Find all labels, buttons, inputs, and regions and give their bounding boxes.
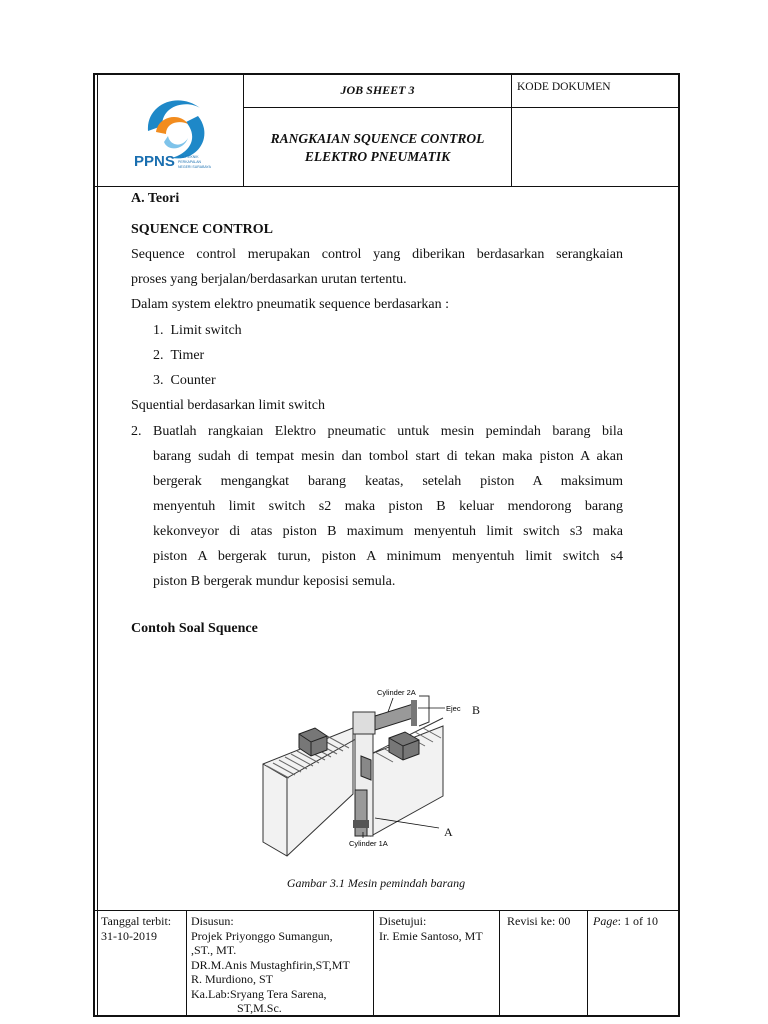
svg-text:PERKAPALAN: PERKAPALAN <box>178 160 202 164</box>
revisi: Revisi ke: 00 <box>507 914 571 928</box>
document-title <box>244 130 511 166</box>
list-num: 3. <box>153 373 164 388</box>
job-sheet-title: JOB SHEET 3 <box>340 83 415 97</box>
task-line: kekonveyor di atas piston B maximum menyentuh limit switch s3 maka <box>153 524 623 539</box>
sequential-line: Squential berdasarkan limit switch <box>131 398 326 413</box>
task-line: piston B bergerak mundur keposisi semula. <box>153 574 396 589</box>
header-bottom-line <box>94 186 679 187</box>
label-cylinder-1a: Cylinder 1A <box>349 839 388 848</box>
header-divider-kode <box>511 74 512 187</box>
disusun-line: ST,M.Sc. <box>237 1001 282 1015</box>
task-line: menyentuh limit switch s2 maka piston B keluar mendorong barang <box>153 499 623 514</box>
section-heading: A. Teori <box>131 191 180 206</box>
page-cell <box>593 914 658 929</box>
kode-dokumen-label: KODE DOKUMEN <box>517 81 611 93</box>
task-line: piston A bergerak turun, piston A minimum menyentuh limit switch s4 <box>153 549 623 564</box>
page-value: : 1 of 10 <box>617 914 658 928</box>
disusun-line: DR.M.Anis Mustaghfirin,ST,MT <box>191 957 350 972</box>
task-line: bergerak mengangkat barang keatas, setelah piston A maksimum <box>153 474 623 489</box>
footer-divider <box>587 910 588 1015</box>
label-ejec: Ejec <box>446 704 461 713</box>
footer-top-line <box>94 910 679 911</box>
document-title-line2: ELEKTRO PNEUMATIK <box>304 149 451 164</box>
disusun-line: ,ST., MT. <box>191 943 237 957</box>
tanggal-cell <box>101 914 171 943</box>
disusun-line: Ka.Lab:Sryang Tera Sarena, <box>191 986 327 1001</box>
document-title-line1: RANGKAIAN SQUENCE CONTROL <box>270 131 485 146</box>
figure-caption: Gambar 3.1 Mesin pemindah barang <box>286 876 466 890</box>
para2: Dalam system elektro pneumatik sequence berdasarkan : <box>131 297 449 312</box>
list-text: Timer <box>170 348 205 363</box>
para1-line1: Sequence control merupakan control yang diberikan berdasarkan serangkaian <box>131 247 623 262</box>
svg-text:POLITEKNIK: POLITEKNIK <box>178 155 199 159</box>
logo-text: PPNS <box>134 153 175 170</box>
disetujui-label: Disetujui: <box>379 914 427 928</box>
page-label: Page <box>593 914 618 928</box>
header-divider-row <box>243 107 679 108</box>
list-num: 2. <box>153 348 164 363</box>
svg-text:NEGERI SURABAYA: NEGERI SURABAYA <box>178 165 211 169</box>
footer-divider <box>186 910 187 1015</box>
label-cylinder-2a: Cylinder 2A <box>377 688 416 697</box>
figure-label-b: B <box>472 703 481 717</box>
figure-mesin-pemindah <box>243 686 473 862</box>
list-text: Counter <box>170 373 216 388</box>
disusun-label: Disusun: <box>191 914 234 928</box>
figure-label-a: A <box>444 825 453 839</box>
list-text: Limit switch <box>170 323 242 338</box>
para1-line2: proses yang berjalan/berdasarkan urutan tertentu. <box>131 272 407 287</box>
disetujui-value: Ir. Emie Santoso, MT <box>379 928 483 943</box>
disusun-line: Projek Priyonggo Sumangun, <box>191 928 333 943</box>
list-item <box>153 368 216 393</box>
list-item <box>153 318 242 343</box>
tanggal-value: 31-10-2019 <box>101 928 157 943</box>
footer-divider <box>499 910 500 1015</box>
disusun-cell <box>191 914 371 1016</box>
example-heading: Contoh Soal Squence <box>131 621 258 636</box>
task-line: Buatlah rangkaian Elektro pneumatic untuk mesin pemindah barang bila <box>153 424 623 439</box>
disetujui-cell <box>379 914 483 943</box>
subheading: SQUENCE CONTROL <box>131 222 273 237</box>
ppns-logo <box>128 86 218 176</box>
footer-divider <box>373 910 374 1015</box>
task-line: barang sudah di tempat mesin dan tombol start di tekan maka piston A akan <box>153 449 623 464</box>
task-number: 2. <box>131 424 142 439</box>
list-item <box>153 343 204 368</box>
frame-inner-line <box>97 75 98 1015</box>
tanggal-label: Tanggal terbit: <box>101 914 172 928</box>
disusun-line: R. Murdiono, ST <box>191 972 274 986</box>
list-num: 1. <box>153 323 164 338</box>
